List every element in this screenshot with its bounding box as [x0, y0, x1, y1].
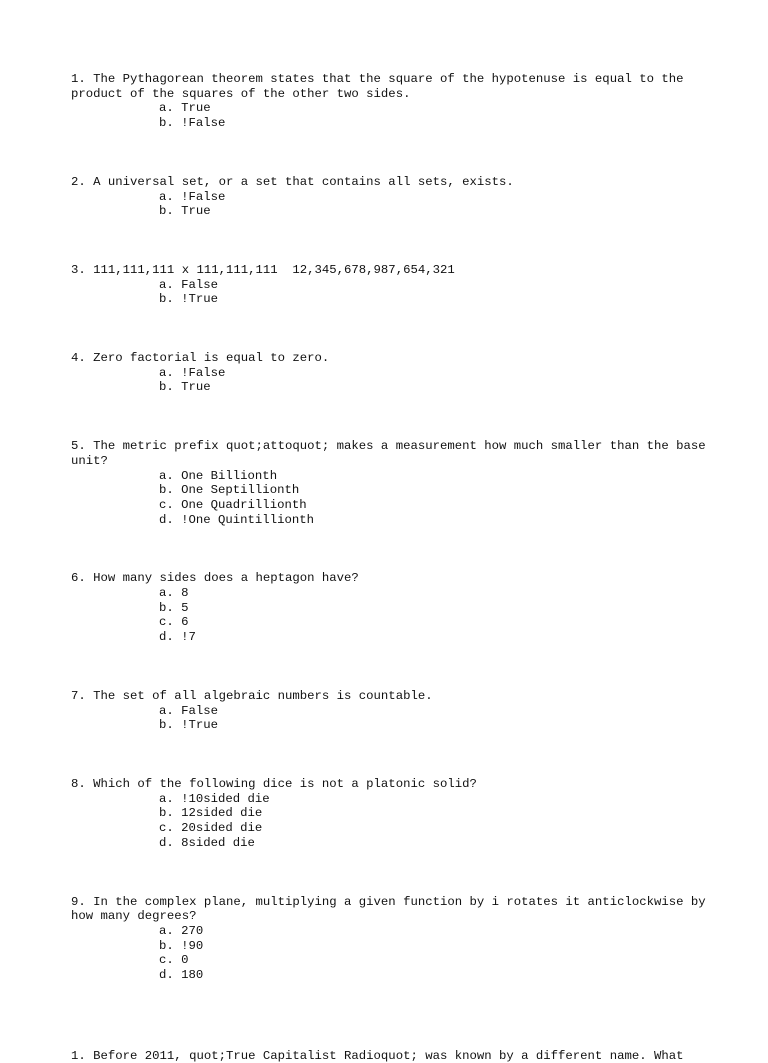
question-text: 4. Zero factorial is equal to zero. — [71, 351, 330, 366]
question-5 — [71, 439, 714, 527]
question-text: 3. 111,111,111 x 111,111,111 12,345,678,987,654,321 — [71, 262, 455, 277]
option: b. !True — [159, 718, 219, 733]
option: c. 6 — [159, 615, 189, 630]
question-text: 5. The metric prefix quot;attoquot; makes a measurement how much smaller than the base unit? — [71, 439, 714, 468]
question-9 — [71, 894, 714, 983]
option: a. False — [159, 277, 219, 292]
option: b. !90 — [159, 938, 204, 953]
question-text: 2. A universal set, or a set that contains all sets, exists. — [71, 174, 514, 189]
option-list — [71, 278, 711, 307]
question-3 — [71, 263, 711, 307]
option-list — [71, 469, 711, 528]
question-text: 6. How many sides does a heptagon have? — [71, 571, 359, 586]
question-text: 1. The Pythagorean theorem states that the square of the hypotenuse is equal to the product of the squares of the other two sides. — [71, 72, 691, 101]
option: a. !False — [159, 189, 226, 204]
question-1 — [71, 72, 711, 131]
question-text: 8. Which of the following dice is not a platonic solid? — [71, 776, 477, 791]
question-text: 9. In the complex plane, multiplying a given function by i rotates it anticlockwise by how many degrees? — [71, 894, 714, 924]
option: b. !False — [159, 116, 226, 131]
option: a. !10sided die — [159, 791, 270, 806]
option: b. True — [159, 380, 211, 395]
option: a. 270 — [159, 923, 204, 938]
quiz-document — [71, 72, 714, 1063]
option: d. !One Quintillionth — [159, 512, 314, 527]
option: a. 8 — [159, 586, 189, 601]
option-list — [71, 586, 711, 645]
option: d. !7 — [159, 630, 196, 645]
option-list — [71, 190, 711, 219]
option: d. 180 — [159, 968, 204, 983]
option: c. 0 — [159, 953, 189, 968]
option: d. 8sided die — [159, 835, 255, 850]
option: b. True — [159, 204, 211, 219]
question-7 — [71, 689, 711, 733]
section-spacer — [71, 1027, 711, 1049]
option-list — [71, 792, 711, 851]
option: b. !True — [159, 292, 219, 307]
option: b. One Septillionth — [159, 483, 300, 498]
option: c. 20sided die — [159, 821, 263, 836]
option: b. 12sided die — [159, 806, 263, 821]
option-list — [71, 101, 711, 130]
option: c. One Quadrillionth — [159, 497, 307, 512]
option: a. !False — [159, 365, 226, 380]
question-text: 1. Before 2011, quot;True Capitalist Radioquot; was known by a different name. What — [71, 1048, 684, 1063]
question-2 — [71, 175, 711, 219]
option-list — [71, 924, 711, 983]
option: a. False — [159, 703, 219, 718]
option-list — [71, 704, 711, 733]
question-8 — [71, 777, 711, 851]
question-6 — [71, 571, 711, 645]
question-text: 7. The set of all algebraic numbers is countable. — [71, 688, 433, 703]
next-section-question-1 — [71, 1049, 711, 1063]
option-list — [71, 366, 711, 395]
option: a. True — [159, 101, 211, 116]
question-4 — [71, 351, 711, 395]
option: a. One Billionth — [159, 468, 278, 483]
option: b. 5 — [159, 600, 189, 615]
